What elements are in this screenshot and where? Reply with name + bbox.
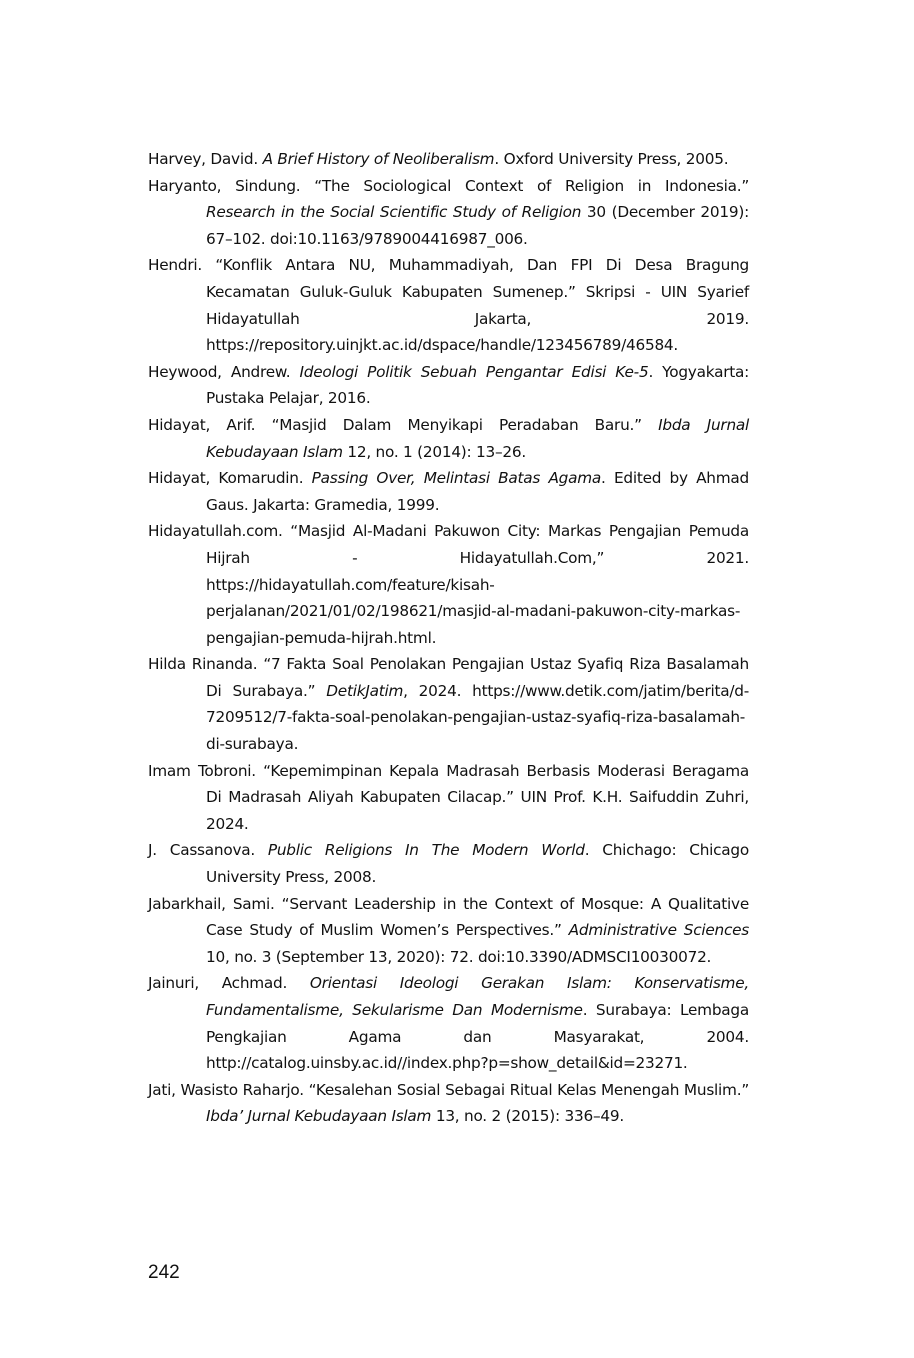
bibliography-entry (148, 146, 749, 173)
entry-title: Public Religions In The Modern World (267, 841, 585, 860)
bibliography-entry (148, 252, 749, 358)
entry-title: Ideologi Politik Sebuah Pengantar Edisi Ke-5 (299, 362, 649, 381)
entry-text: . Surabaya: Lembaga Pengkajian Agama dan Masyarakat, 2004. http://catalog.uinsby.ac.id//index.php?p=show_detail&id=23271. (206, 1001, 749, 1073)
bibliography-entry (148, 412, 749, 465)
entry-text: . Edited by Ahmad Gaus. Jakarta: Gramedia, 1999. (206, 469, 749, 514)
entry-text: Imam Tobroni. “Kepemimpinan Kepala Madrasah Berbasis Moderasi Beragama Di Madrasah Aliyah Kabupaten Cilacap.” UIN Prof. K.H. Saifuddin Zuhri, 2024. (148, 761, 749, 833)
entry-text: Haryanto, Sindung. “The Sociological Context of Religion in Indonesia.” (148, 176, 749, 195)
bibliography (148, 146, 749, 1130)
entry-text: 30 (December 2019): 67–102. doi:10.1163/9789004416987_006. (206, 203, 749, 248)
entry-text: 13, no. 2 (2015): 336–49. (431, 1107, 624, 1126)
bibliography-entry (148, 518, 749, 651)
entry-text: Harvey, David. (148, 150, 263, 168)
bibliography-entry (148, 837, 749, 890)
entry-text: , 2024. https://www.detik.com/jatim/berita/d-7209512/7-fakta-soal-penolakan-pengajian-ustaz-syafiq-riza-basalamah-di-surabaya. (206, 681, 749, 754)
bibliography-entry (148, 970, 749, 1076)
bibliography-entry (148, 758, 749, 838)
entry-title: A Brief History of Neoliberalism (262, 150, 495, 168)
entry-title: Ibda’ Jurnal Kebudayaan Islam (206, 1107, 432, 1126)
entry-title: Administrative Sciences (568, 921, 749, 940)
entry-text: Hendri. “Konflik Antara NU, Muhammadiyah, Dan FPI Di Desa Bragung Kecamatan Guluk-Guluk Kabupaten Sumenep.” Skripsi - UIN Syarief Hidayatullah Jakarta, 2019. https://repository.uinjkt.ac.id/dspace/handle/123456789/46584. (148, 256, 749, 355)
entry-text: Jainuri, Achmad. (148, 974, 310, 993)
entry-text: J. Cassanova. (148, 841, 268, 860)
entry-title: DetikJatim (326, 681, 404, 700)
entry-text: . Oxford University Press, 2005. (494, 150, 729, 168)
bibliography-entry (148, 465, 749, 518)
page-number: 242 (148, 1262, 180, 1283)
bibliography-entry (148, 359, 749, 412)
bibliography-entry (148, 891, 749, 971)
entry-title: Passing Over, Melintasi Batas Agama (311, 469, 602, 488)
entry-text: Heywood, Andrew. (148, 362, 300, 381)
bibliography-entry (148, 651, 749, 757)
entry-title: Orientasi Ideologi Gerakan Islam: Konservatisme, Fundamentalisme, Sekularisme Dan Modernisme (206, 974, 749, 1019)
entry-title: Ibda Jurnal Kebudayaan Islam (206, 415, 750, 461)
entry-text: 10, no. 3 (September 13, 2020): 72. doi:10.3390/ADMSCI10030072. (206, 947, 712, 966)
entry-text: . Yogyakarta: Pustaka Pelajar, 2016. (206, 362, 750, 408)
entry-text: . Chichago: Chicago University Press, 2008. (206, 841, 749, 887)
bibliography-entry (148, 173, 749, 253)
bibliography-entry (148, 1077, 749, 1130)
entry-title: Research in the Social Scientific Study of Religion (206, 203, 582, 222)
entry-text: Jati, Wasisto Raharjo. “Kesalehan Sosial Sebagai Ritual Kelas Menengah Muslim.” (148, 1080, 749, 1099)
entry-text: Hidayat, Arif. “Masjid Dalam Menyikapi Peradaban Baru.” (148, 415, 659, 434)
entry-text: 12, no. 1 (2014): 13–26. (342, 442, 526, 461)
entry-text: Hidayat, Komarudin. (148, 469, 312, 488)
entry-text: Hidayatullah.com. “Masjid Al-Madani Pakuwon City: Markas Pengajian Pemuda Hijrah - Hidayatullah.Com,” 2021. https://hidayatullah.com/feature/kisah-perjalanan/2021/01/02/198621/masjid-al-madani-pakuwon-city-markas-pengajian-pemuda-hijrah.html. (148, 522, 749, 647)
entry-text: Hilda Rinanda. “7 Fakta Soal Penolakan Pengajian Ustaz Syafiq Riza Basalamah Di Surabaya.” (148, 655, 749, 700)
entry-text: Jabarkhail, Sami. “Servant Leadership in the Context of Mosque: A Qualitative Case Study of Muslim Women’s Perspectives.” (148, 894, 749, 940)
